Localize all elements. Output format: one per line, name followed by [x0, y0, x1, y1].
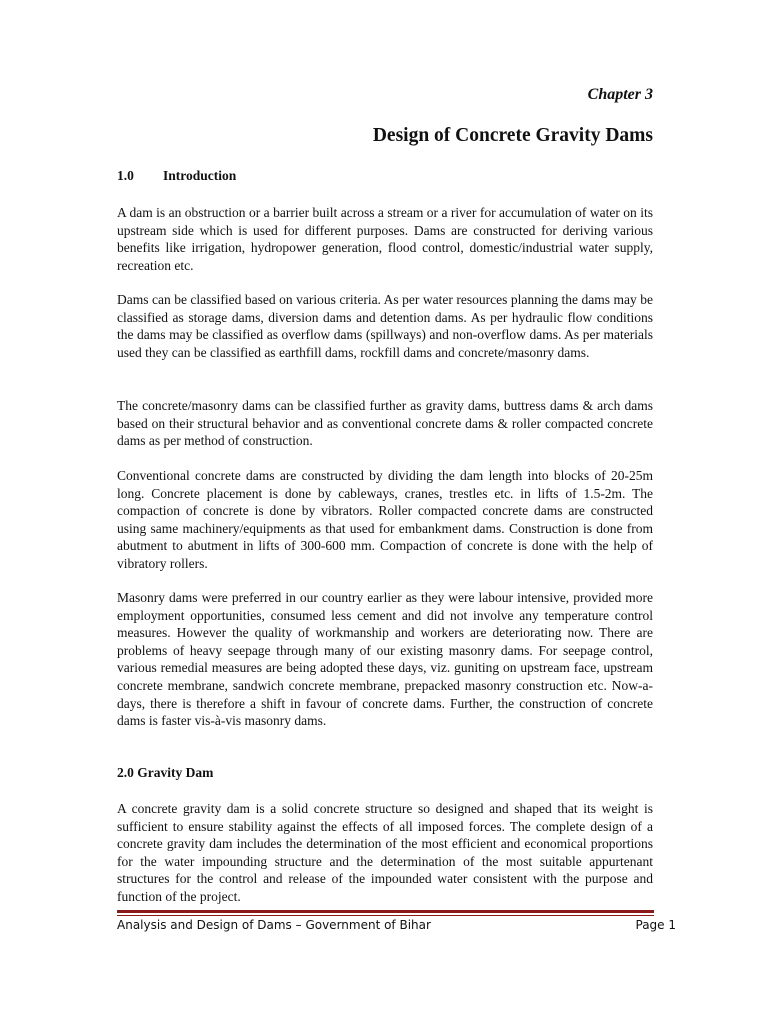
paragraph: Masonry dams were preferred in our country earlier as they were labour intensive, provided more employment opportunities, consumed less cement and did not involve any temperature control measures. However the quality of workmanship and workers are deteriorating now. There are problems of heavy seepage through many of our existing masonry dams. For seepage control, various remedial measures are being adopted these days, viz. guniting on upstream face, upstream concrete membrane, sandwich concrete membrane, prepacked masonry construction etc. Now-a-days, there is therefore a shift in favour of concrete dams. Further, the construction of concrete dams is faster vis-à-vis masonry dams.: [117, 590, 653, 729]
footer-divider: [117, 910, 654, 913]
paragraph: A dam is an obstruction or a barrier built across a stream or a river for accumulation of water on its upstream side which is used for different purposes. Dams are constructed for deriving various benefits like irrigation, hydropower generation, flood control, domestic/industrial water supply, recreation etc.: [117, 205, 653, 273]
paragraph: A concrete gravity dam is a solid concrete structure so designed and shaped that its weight is sufficient to ensure stability against the effects of all imposed forces. The complete design of a concrete gravity dam includes the determination of the most efficient and economical proportions for the water impounding structure and the determination of the most suitable appurtenant structures for the control and release of the impounded water consistent with the purpose and function of the project.: [117, 801, 653, 904]
section-heading-introduction: [117, 168, 236, 184]
page-number: Page 1: [635, 918, 676, 932]
section-number: 1.0: [117, 168, 134, 183]
paragraph: Conventional concrete dams are constructed by dividing the dam length into blocks of 20-25m long. Concrete placement is done by cableways, cranes, trestles etc. in lifts of 1.5-2m. The compaction of concrete is done by vibrators. Roller compacted concrete dams are constructed using same machinery/equipments as that used for embankment dams. Construction is done from abutment to abutment in lifts of 300-600 mm. Compaction of concrete is done with the help of vibratory rollers.: [117, 468, 653, 571]
paragraph: Dams can be classified based on various criteria. As per water resources planning the dams may be classified as storage dams, diversion dams and detention dams. As per hydraulic flow conditions the dams may be classified as overflow dams (spillways) and non-overflow dams. As per materials used they can be classified as earthfill dams, rockfill dams and concrete/masonry dams.: [117, 292, 653, 360]
footer-divider-thin: [117, 915, 654, 916]
chapter-label: Chapter 3: [587, 86, 653, 103]
section-heading-gravity-dam: 2.0 Gravity Dam: [117, 765, 214, 780]
footer-document-title: Analysis and Design of Dams – Government of Bihar: [117, 918, 431, 932]
section-title: Introduction: [163, 168, 237, 183]
paragraph: The concrete/masonry dams can be classified further as gravity dams, buttress dams & arch dams based on their structural behavior and as conventional concrete dams & roller compacted concrete dams as per method of construction.: [117, 398, 653, 449]
page-title: Design of Concrete Gravity Dams: [372, 125, 653, 146]
